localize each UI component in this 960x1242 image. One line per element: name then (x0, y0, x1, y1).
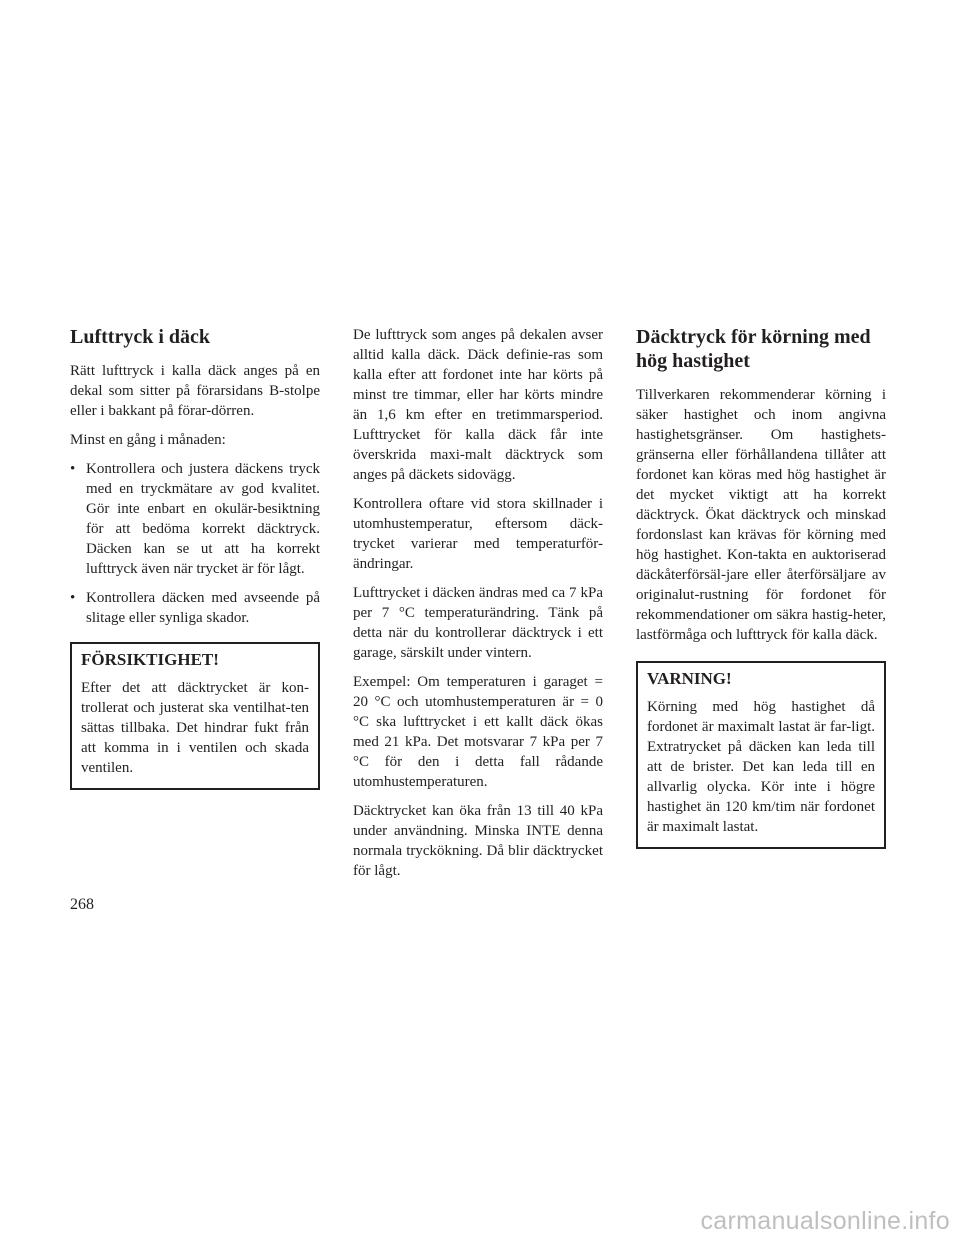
caution-box (70, 642, 320, 790)
list-item: • Kontrollera däcken med avseende på slitage eller synliga skador. (70, 590, 320, 626)
bullet-icon: • (70, 461, 76, 477)
column-left (70, 325, 320, 790)
paragraph: Rätt lufttryck i kalla däck anges på en dekal som sitter på förarsidans B-stolpe eller i bakkant på förar-dörren. (70, 363, 320, 419)
warning-title: VARNING! (647, 669, 732, 688)
paragraph: Kontrollera oftare vid stora skillnader i utomhustemperatur, eftersom däck-trycket varierar med temperaturför-ändringar. (353, 496, 603, 572)
column-right (636, 325, 886, 849)
paragraph: Exempel: Om temperaturen i garaget = 20 °C och utomhustemperaturen är = 0 °C ska lufttrycket i ett kallt däck ökas med 21 kPa. Det motsvarar 7 kPa per 7 °C för den i detta fall rådande utomhustemperaturen. (353, 674, 603, 790)
paragraph: Tillverkaren rekommenderar körning i säker hastighet och inom angivna hastighetsgränser. Om hastighets-gränserna eller förhållandena tillåter att fordonet kan köras med hög hastighet är det mycket viktigt att ha korrekt däcktryck. Ökat däcktryck och minskad fordonslast kan krävas för körning med hög hastighet. Kon-takta en auktoriserad däckåterförsäl-jare eller återförsäljare av originalut-rustning för fordonet för rekommendationer om säkra hastig-heter, lastförmåga och lufttryck för kalla däck. (636, 387, 886, 643)
section-heading-hog-hastighet: Däcktryck för körning med hög hastighet (636, 326, 871, 372)
paragraph: Lufttrycket i däcken ändras med ca 7 kPa per 7 °C temperaturändring. Tänk på detta när du kontrollerar däcktryck i ett garage, särskilt under vintern. (353, 585, 603, 661)
paragraph: Minst en gång i månaden: (70, 432, 226, 448)
paragraph: Däcktrycket kan öka från 13 till 40 kPa under användning. Minska INTE denna normala tryckökning. Då blir däcktrycket för lågt. (353, 803, 603, 879)
caution-title: FÖRSIKTIGHET! (81, 650, 219, 669)
section-heading-lufttryck: Lufttryck i däck (70, 326, 210, 348)
paragraph: De lufttryck som anges på dekalen avser alltid kalla däck. Däck definie-ras som kalla efter att fordonet inte har körts på minst tre timmar, eller har körts mindre än 1,6 km efter en tretimmarsperiod. Lufttrycket för kalla däck får inte överskrida maxi-malt däcktryck som anges på däckets sidovägg. (353, 327, 603, 483)
watermark: carmanualsonline.info (700, 1207, 950, 1235)
caution-text: Efter det att däcktrycket är kon-trollerat och justerat ska ventilhat-ten sättas tillbaka. Det hindrar fukt från att komma in i ventilen och skada ventilen. (81, 680, 309, 776)
bullet-list (70, 459, 320, 628)
warning-text: Körning med hög hastighet då fordonet är maximalt lastat är far-ligt. Extratrycket på däcken kan leda till att de brister. Det kan leda till en allvarlig olycka. Kör inte i högre hastighet än 120 km/tim när fordonet är maximalt lastat. (647, 699, 875, 835)
warning-box (636, 661, 886, 849)
list-item: • Kontrollera och justera däckens tryck med en tryckmätare av god kvalitet. Gör inte enbart en okulär-besiktning för att bedöma korrekt däcktryck. Däcken kan se ut att ha korrekt lufttryck även när trycket är för lågt. (70, 461, 320, 577)
bullet-icon: • (70, 590, 76, 606)
page-number: 268 (70, 896, 94, 913)
column-middle (353, 325, 603, 890)
